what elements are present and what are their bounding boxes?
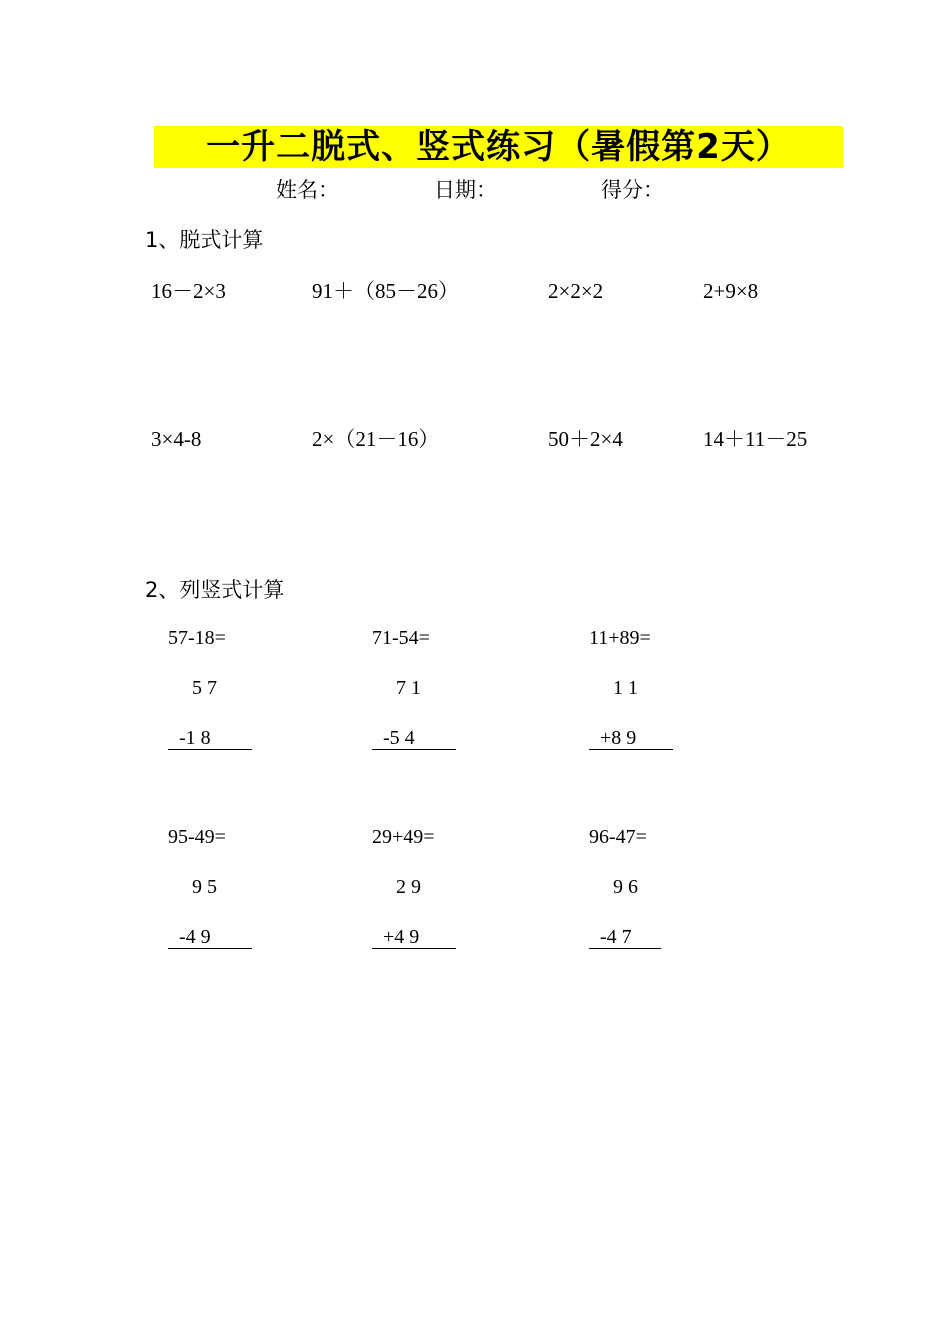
vertical-bottom-number: +8 9: [600, 727, 637, 749]
expression-1-1: 16－2×3: [151, 279, 226, 303]
vertical-bottom-number: +4 9: [383, 926, 420, 948]
vertical-question: 11+89=: [589, 627, 651, 649]
page-title: 一升二脱式、竖式练习（暑假第2天）: [206, 127, 791, 167]
section-1-heading: 1、脱式计算: [145, 228, 264, 252]
expression-2-4: 14＋11－25: [703, 427, 808, 451]
vertical-top-number: 2 9: [396, 876, 421, 898]
name-label: 姓名：: [276, 178, 339, 202]
vertical-top-number: 7 1: [396, 677, 421, 699]
vertical-question: 96-47=: [589, 826, 647, 848]
answer-line: [589, 749, 673, 750]
expression-2-3: 50＋2×4: [548, 427, 623, 451]
vertical-question: 29+49=: [372, 826, 435, 848]
expression-1-4: 2+9×8: [703, 279, 759, 303]
expression-1-2: 91＋（85－26）: [312, 279, 459, 303]
vertical-bottom-number: -4 9: [179, 926, 211, 948]
answer-line: [168, 948, 252, 949]
vertical-question: 95-49=: [168, 826, 226, 848]
expression-1-3: 2×2×2: [548, 279, 604, 303]
vertical-top-number: 9 6: [613, 876, 638, 898]
answer-line: [372, 749, 456, 750]
date-label: 日期：: [434, 178, 497, 202]
vertical-bottom-number: -1 8: [179, 727, 211, 749]
vertical-top-number: 5 7: [192, 677, 217, 699]
vertical-question: 71-54=: [372, 627, 430, 649]
vertical-question: 57-18=: [168, 627, 226, 649]
vertical-bottom-number: -4 7: [600, 926, 632, 948]
vertical-top-number: 9 5: [192, 876, 217, 898]
score-label: 得分：: [601, 178, 664, 202]
answer-line: [168, 749, 252, 750]
section-2-heading: 2、列竖式计算: [145, 578, 285, 602]
expression-2-1: 3×4-8: [151, 427, 202, 451]
answer-line: [589, 948, 661, 949]
vertical-top-number: 1 1: [613, 677, 638, 699]
expression-2-2: 2×（21－16）: [312, 427, 440, 451]
vertical-bottom-number: -5 4: [383, 727, 415, 749]
answer-line: [372, 948, 456, 949]
